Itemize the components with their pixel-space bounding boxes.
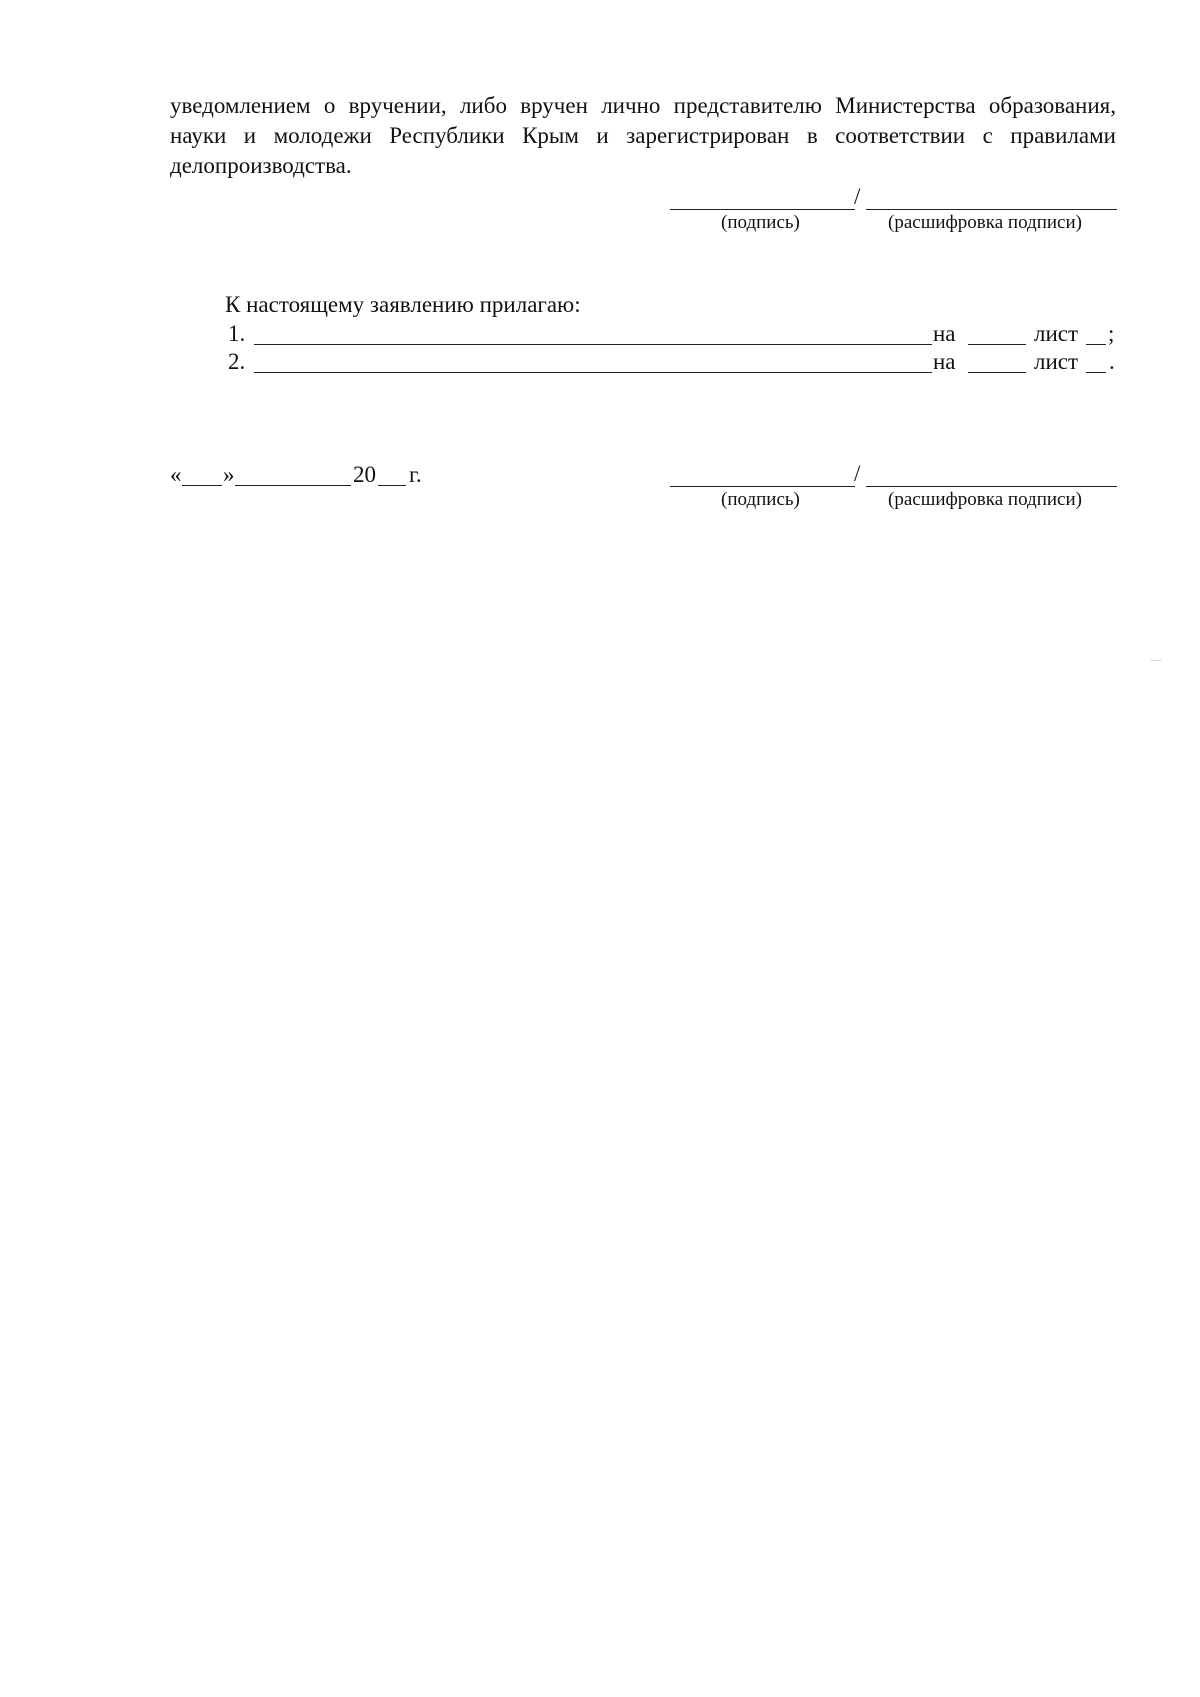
date-year-field[interactable] bbox=[378, 485, 406, 486]
attachment-count-field[interactable] bbox=[968, 372, 1026, 373]
attachment-item-1 bbox=[228, 320, 1116, 348]
attachment-name-field[interactable] bbox=[254, 372, 932, 373]
attachment-sheet-label: лист bbox=[1034, 321, 1079, 346]
attachment-number: 2. bbox=[228, 349, 246, 374]
signature-caption: (подпись) bbox=[721, 489, 800, 510]
attachment-item-2 bbox=[228, 348, 1116, 376]
attachment-number: 1. bbox=[228, 321, 246, 346]
signature-line[interactable] bbox=[670, 209, 855, 210]
attachment-name-field[interactable] bbox=[254, 344, 932, 345]
signature-decoding-line[interactable] bbox=[866, 486, 1117, 487]
attachment-end-mark: ; bbox=[1108, 321, 1115, 346]
date-open-quote: « bbox=[170, 462, 182, 487]
date-day-field[interactable] bbox=[182, 485, 222, 486]
attachment-sheet-suffix-field[interactable] bbox=[1086, 372, 1106, 373]
signature-decoding-line[interactable] bbox=[866, 209, 1117, 210]
attachment-count-field[interactable] bbox=[968, 344, 1026, 345]
date-year-suffix: г. bbox=[409, 462, 422, 487]
signature-block-bottom bbox=[670, 460, 1120, 510]
date-close-quote: » bbox=[223, 462, 235, 487]
attachment-end-mark: . bbox=[1109, 349, 1115, 374]
attachment-on-label: на bbox=[933, 349, 956, 374]
signature-separator: / bbox=[854, 461, 861, 486]
attachment-sheet-label: лист bbox=[1034, 349, 1079, 374]
signature-caption: (подпись) bbox=[721, 212, 800, 233]
attachments-heading: К настоящему заявлению прилагаю: bbox=[225, 292, 581, 317]
scan-edge-mark bbox=[1150, 660, 1162, 661]
notice-paragraph: уведомлением о вручении, либо вручен лично представителю Министерства образования, науки и молодежи Республики Крым и зарегистрирован в соответствии с правилами делопроизводства. bbox=[170, 93, 1116, 178]
attachment-on-label: на bbox=[933, 321, 956, 346]
signature-decoding-caption: (расшифровка подписи) bbox=[888, 212, 1082, 233]
signature-line[interactable] bbox=[670, 486, 855, 487]
date-month-field[interactable] bbox=[235, 485, 351, 486]
signature-block-top bbox=[670, 183, 1120, 233]
date-line bbox=[170, 461, 470, 491]
attachment-sheet-suffix-field[interactable] bbox=[1086, 344, 1106, 345]
date-year-prefix: 20 bbox=[353, 462, 376, 487]
signature-separator: / bbox=[854, 184, 861, 209]
signature-decoding-caption: (расшифровка подписи) bbox=[888, 489, 1082, 510]
